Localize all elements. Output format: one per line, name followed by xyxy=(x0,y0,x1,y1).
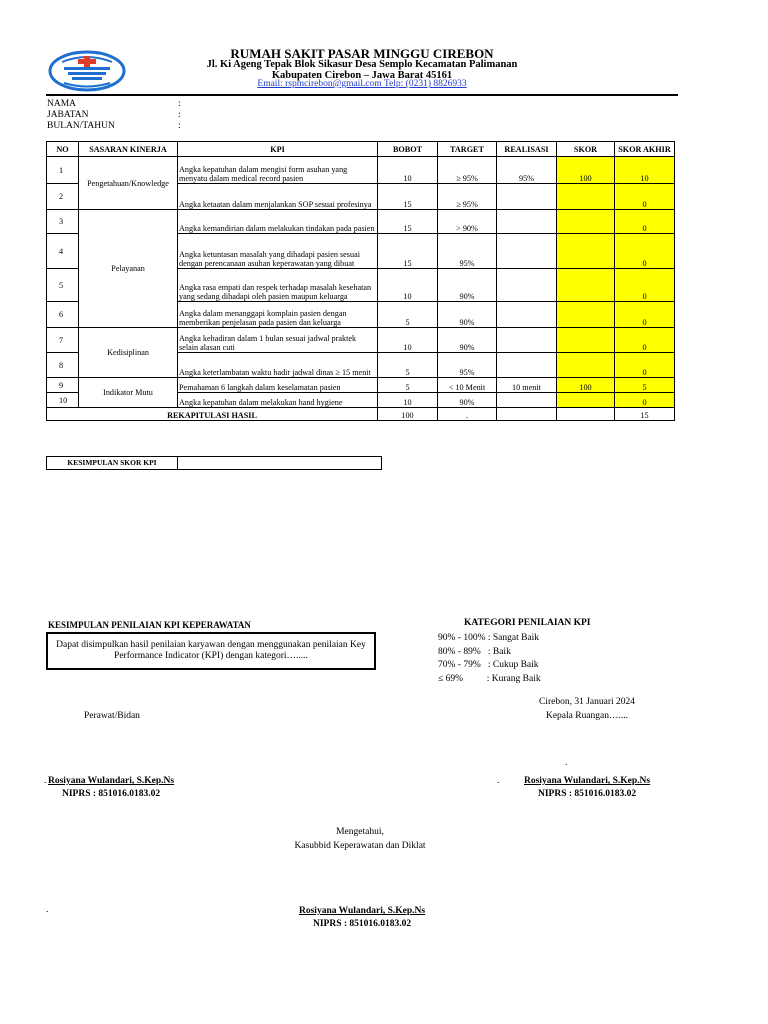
skor-cell xyxy=(557,328,615,353)
kpi-text: Angka ketuntasan masalah yang dihadapi pasien sesuai dengan perencanaan asuhan keperawatan yang dibuat xyxy=(178,234,378,269)
kpi-table xyxy=(46,141,675,421)
kategori-list xyxy=(438,632,541,686)
recap-bobot: 100 xyxy=(378,408,438,421)
skor-cell xyxy=(557,210,615,234)
target-cell: 90% xyxy=(438,269,497,302)
skor-cell xyxy=(557,302,615,328)
dot-mark: . xyxy=(46,905,49,915)
conclusion-text: Dapat disimpulkan hasil penilaian karyawan dengan menggunakan penilaian Key Performance Indicator (KPI) dengan kategori…..... xyxy=(56,640,366,661)
recap-skor-akhir: 15 xyxy=(615,408,675,421)
skor-akhir-cell: 0 xyxy=(615,302,675,328)
colon-jabatan: : xyxy=(178,110,181,120)
kategori-item: ≤ 69% : Kurang Baik xyxy=(438,673,541,684)
kpi-text: Angka kemandirian dalam melakukan tindakan pada pasien xyxy=(178,210,378,234)
recap-target: . xyxy=(438,408,497,421)
kpi-text: Angka rasa empati dan respek terhadap masalah kesehatan yang sedang dihadapi oleh pasien maupun keluarga xyxy=(178,269,378,302)
mengetahui-label: Mengetahui, xyxy=(336,827,384,837)
col-header: BOBOT xyxy=(378,142,438,157)
dot-mark: . xyxy=(497,776,500,786)
hospital-address: Jl. Ki Ageng Tepak Blok Sikasur Desa Semplo Kecamatan Palimanan xyxy=(206,59,518,70)
skor-cell xyxy=(557,184,615,210)
signatory-niprs-center: NIPRS : 851016.0183.02 xyxy=(313,919,412,929)
skor-akhir-cell: 0 xyxy=(615,269,675,302)
realisasi-cell xyxy=(497,302,557,328)
row-no: 4 xyxy=(47,234,79,269)
table-header-row xyxy=(47,142,675,157)
row-no: 7 xyxy=(47,328,79,353)
realisasi-cell: 95% xyxy=(497,157,557,184)
recap-skor xyxy=(557,408,615,421)
skor-akhir-cell: 0 xyxy=(615,393,675,408)
realisasi-cell xyxy=(497,328,557,353)
skor-cell xyxy=(557,269,615,302)
col-header: REALISASI xyxy=(497,142,557,157)
col-header: KPI xyxy=(178,142,378,157)
row-no: 6 xyxy=(47,302,79,328)
target-cell: > 90% xyxy=(438,210,497,234)
kategori-item: 80% - 89% : Baik xyxy=(438,646,511,657)
col-header: TARGET xyxy=(438,142,497,157)
bobot-cell: 10 xyxy=(378,393,438,408)
kasubbid-label: Kasubbid Keperawatan dan Diklat xyxy=(294,841,426,851)
kepala-ruangan-label: Kepala Ruangan….... xyxy=(545,711,629,721)
skor-cell: 100 xyxy=(557,157,615,184)
skor-akhir-cell: 0 xyxy=(615,184,675,210)
realisasi-cell xyxy=(497,269,557,302)
realisasi-cell xyxy=(497,353,557,378)
kategori-item: 90% - 100% : Sangat Baik xyxy=(438,633,540,643)
skor-cell: 100 xyxy=(557,378,615,393)
place-date: Cirebon, 31 Januari 2024 xyxy=(538,697,636,707)
table-row xyxy=(47,210,675,234)
kesimpulan-skor-label: KESIMPULAN SKOR KPI xyxy=(47,457,178,469)
signatory-name-right: Rosiyana Wulandari, S.Kep.Ns xyxy=(524,776,651,786)
kesimpulan-skor-box xyxy=(46,456,382,470)
recap-label: REKAPITULASI HASIL xyxy=(47,408,378,421)
colon-nama: : xyxy=(178,99,181,109)
bobot-cell: 5 xyxy=(378,353,438,378)
skor-akhir-cell: 10 xyxy=(615,157,675,184)
table-row xyxy=(47,328,675,353)
skor-cell xyxy=(557,393,615,408)
row-no: 10 xyxy=(47,393,79,408)
kpi-text: Angka keterlambatan waktu hadir jadwal dinas ≥ 15 menit xyxy=(178,353,378,378)
signatory-name-center: Rosiyana Wulandari, S.Kep.Ns xyxy=(299,906,426,916)
hospital-name: RUMAH SAKIT PASAR MINGGU CIREBON xyxy=(230,46,494,61)
col-header: SKOR xyxy=(557,142,615,157)
hospital-contact-link[interactable]: Email: rspmcirebon@gmail.com Telp: (0231) 8826933 xyxy=(257,79,467,89)
row-no: 2 xyxy=(47,184,79,210)
target-cell: 95% xyxy=(438,234,497,269)
conclusion-box xyxy=(46,632,376,670)
label-jabatan: JABATAN xyxy=(47,110,89,120)
header-divider xyxy=(46,94,678,96)
signatory-name-left: Rosiyana Wulandari, S.Kep.Ns xyxy=(48,776,175,786)
kpi-text: Angka kehadiran dalam 1 bulan sesuai jadwal praktek selain alasan cuti xyxy=(178,328,378,353)
kpi-text: Pemahaman 6 langkah dalam keselamatan pasien xyxy=(178,378,378,393)
target-cell: 95% xyxy=(438,353,497,378)
bobot-cell: 5 xyxy=(378,302,438,328)
realisasi-cell xyxy=(497,234,557,269)
row-no: 9 xyxy=(47,378,79,393)
target-cell: 90% xyxy=(438,393,497,408)
kategori-title: KATEGORI PENILAIAN KPI xyxy=(464,618,591,628)
recap-row xyxy=(47,408,675,421)
skor-cell xyxy=(557,234,615,269)
realisasi-cell xyxy=(497,184,557,210)
signatory-niprs-left: NIPRS : 851016.0183.02 xyxy=(62,789,161,799)
target-cell: < 10 Menit xyxy=(438,378,497,393)
recap-realisasi xyxy=(497,408,557,421)
realisasi-cell: 10 menit xyxy=(497,378,557,393)
table-row xyxy=(47,378,675,393)
table-row xyxy=(47,157,675,184)
bobot-cell: 15 xyxy=(378,210,438,234)
bobot-cell: 10 xyxy=(378,157,438,184)
kpi-text: Angka dalam menanggapi komplain pasien dengan memberikan penjelasan pada pasien dan keluarga xyxy=(178,302,378,328)
target-cell: 90% xyxy=(438,328,497,353)
skor-akhir-cell: 5 xyxy=(615,378,675,393)
target-cell: ≥ 95% xyxy=(438,184,497,210)
skor-akhir-cell: 0 xyxy=(615,234,675,269)
label-bulan-tahun: BULAN/TAHUN xyxy=(47,121,115,131)
bobot-cell: 10 xyxy=(378,328,438,353)
skor-akhir-cell: 0 xyxy=(615,353,675,378)
kpi-text: Angka kepatuhan dalam melakukan hand hygiene xyxy=(178,393,378,408)
group-label: Pengetahuan/Knowledge xyxy=(79,157,178,210)
bobot-cell: 10 xyxy=(378,269,438,302)
colon-bulan-tahun: : xyxy=(178,121,181,131)
hospital-region: Kabupaten Cirebon – Jawa Barat 45161 xyxy=(271,70,453,81)
target-cell: ≥ 95% xyxy=(438,157,497,184)
row-no: 8 xyxy=(47,353,79,378)
bobot-cell: 15 xyxy=(378,234,438,269)
hospital-logo xyxy=(48,50,126,92)
perawat-label: Perawat/Bidan xyxy=(84,711,140,721)
col-header: SKOR AKHIR xyxy=(615,142,675,157)
skor-akhir-cell: 0 xyxy=(615,210,675,234)
group-label: Indikator Mutu xyxy=(79,378,178,408)
group-label: Kedisiplinan xyxy=(79,328,178,378)
target-cell: 90% xyxy=(438,302,497,328)
bobot-cell: 5 xyxy=(378,378,438,393)
realisasi-cell xyxy=(497,393,557,408)
bobot-cell: 15 xyxy=(378,184,438,210)
skor-akhir-cell: 0 xyxy=(615,328,675,353)
dot-mark: . xyxy=(565,758,568,768)
label-nama: NAMA xyxy=(47,99,77,109)
kategori-item: 70% - 79% : Cukup Baik xyxy=(438,660,539,670)
kpi-text: Angka ketaatan dalam menjalankan SOP sesuai profesinya xyxy=(178,184,378,210)
realisasi-cell xyxy=(497,210,557,234)
signatory-niprs-right: NIPRS : 851016.0183.02 xyxy=(538,789,637,799)
row-no: 3 xyxy=(47,210,79,234)
conclusion-title: KESIMPULAN PENILAIAN KPI KEPERAWATAN xyxy=(48,620,251,630)
col-header: SASARAN KINERJA xyxy=(79,142,178,157)
row-no: 1 xyxy=(47,157,79,184)
kpi-text: Angka kepatuhan dalam mengisi form asuhan yang menyatu dalam medical record pasien xyxy=(178,157,378,184)
row-no: 5 xyxy=(47,269,79,302)
col-header: NO xyxy=(47,142,79,157)
dot-mark: . xyxy=(44,776,47,786)
group-label: Pelayanan xyxy=(79,210,178,328)
skor-cell xyxy=(557,353,615,378)
